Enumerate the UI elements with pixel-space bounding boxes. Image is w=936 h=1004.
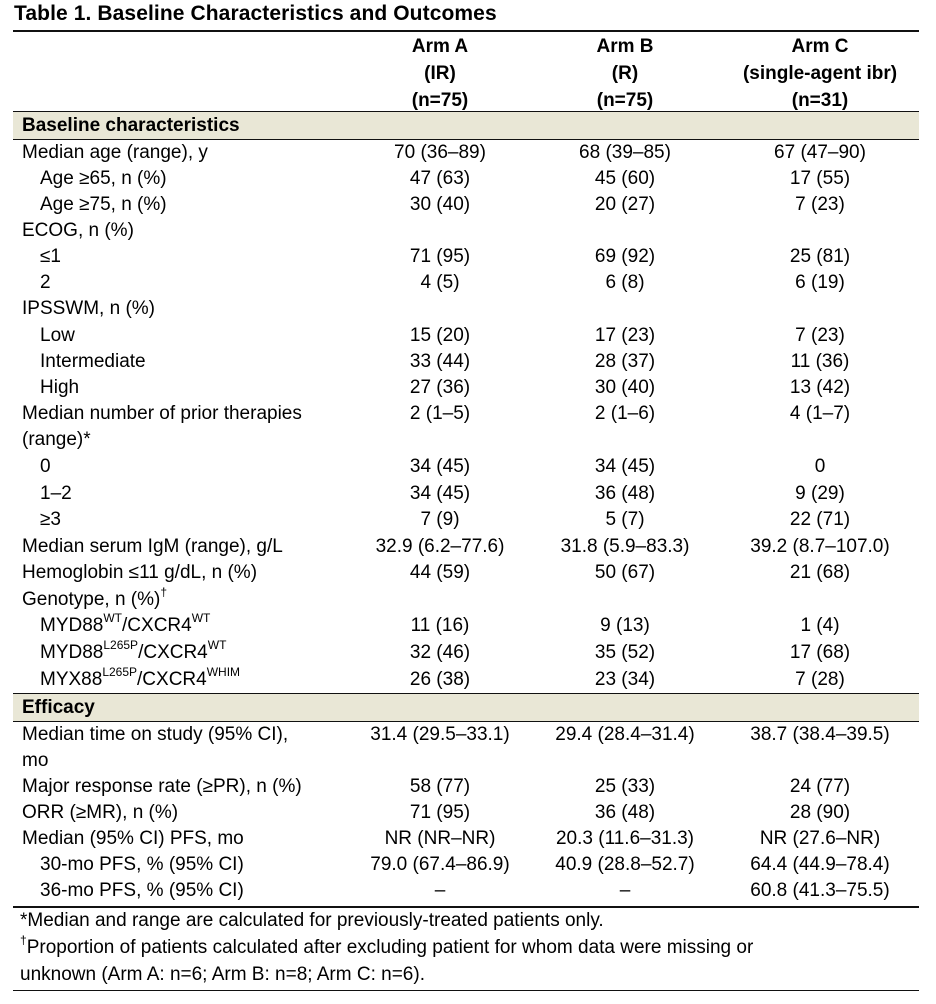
cell-arm-b: 31.8 (5.9–83.3) xyxy=(560,536,690,557)
row-label: Median time on study (95% CI), xyxy=(22,724,289,745)
row-label-continued: mo xyxy=(22,750,49,771)
cell-arm-b: 35 (52) xyxy=(594,642,656,663)
cell-arm-a: 15 (20) xyxy=(409,325,471,346)
cell-arm-b: 9 (13) xyxy=(600,615,650,636)
arm-b-regimen: (R) xyxy=(611,63,639,84)
cell-arm-a: 58 (77) xyxy=(409,776,471,797)
cell-arm-c: 7 (28) xyxy=(795,669,845,690)
cell-arm-a: 33 (44) xyxy=(409,351,471,372)
gene-name: /CXCR4 xyxy=(122,615,192,636)
cell-arm-c: 28 (90) xyxy=(789,802,851,823)
cell-arm-b: 50 (67) xyxy=(594,562,656,583)
gene-variant: WT xyxy=(191,610,211,625)
cell-arm-c: NR (27.6–NR) xyxy=(759,828,881,849)
cell-arm-b: 36 (48) xyxy=(594,483,656,504)
cell-arm-b: 30 (40) xyxy=(594,377,656,398)
cell-arm-c: 17 (68) xyxy=(789,642,851,663)
gene-name: MYX88 xyxy=(40,669,103,690)
cell-arm-b: 6 (8) xyxy=(605,272,645,293)
cell-arm-a: – xyxy=(434,880,446,901)
column-header-arm-b xyxy=(530,33,720,114)
dagger-mark: † xyxy=(160,584,168,599)
top-rule xyxy=(13,30,919,32)
cell-arm-c: 9 (29) xyxy=(795,483,845,504)
row-label: Age ≥65, n (%) xyxy=(40,168,167,189)
footnote-proportion xyxy=(20,934,753,961)
gene-name: MYD88 xyxy=(40,615,104,636)
row-label xyxy=(40,637,227,666)
cell-arm-c: 17 (55) xyxy=(789,168,851,189)
arm-a-regimen: (IR) xyxy=(424,63,456,84)
row-label: 1–2 xyxy=(40,483,72,504)
gene-name: MYD88 xyxy=(40,642,104,663)
cell-arm-b: 25 (33) xyxy=(594,776,656,797)
gene-variant: L265P xyxy=(102,664,138,679)
cell-arm-c: 38.7 (38.4–39.5) xyxy=(750,724,890,745)
row-label: High xyxy=(40,377,80,398)
cell-arm-c: 25 (81) xyxy=(789,246,851,267)
cell-arm-a: 71 (95) xyxy=(409,802,471,823)
cell-arm-c: 11 (36) xyxy=(790,351,850,372)
cell-arm-c: 67 (47–90) xyxy=(774,142,866,163)
row-label: Median (95% CI) PFS, mo xyxy=(22,828,244,849)
cell-arm-c: 21 (68) xyxy=(789,562,851,583)
row-label: Median number of prior therapies xyxy=(22,403,302,424)
arm-a-name: Arm A xyxy=(411,36,469,57)
cell-arm-a: 47 (63) xyxy=(409,168,471,189)
row-label: Median age (range), y xyxy=(22,142,208,163)
cell-arm-b: 5 (7) xyxy=(605,509,645,530)
cell-arm-b: 23 (34) xyxy=(594,669,656,690)
table-title: Table 1. Baseline Characteristics and Outcomes xyxy=(14,2,497,25)
gene-name: /CXCR4 xyxy=(137,669,207,690)
row-label-continued: (range)* xyxy=(22,429,91,450)
row-label xyxy=(40,610,211,639)
gene-variant: L265P xyxy=(103,637,139,652)
footer-rule xyxy=(13,990,919,991)
cell-arm-c: 7 (23) xyxy=(795,325,845,346)
cell-arm-a: 79.0 (67.4–86.9) xyxy=(370,854,510,875)
cell-arm-a: 4 (5) xyxy=(420,272,460,293)
footnote-median-range: *Median and range are calculated for previously-treated patients only. xyxy=(20,910,604,931)
cell-arm-a: 70 (36–89) xyxy=(394,142,486,163)
gene-variant: WHIM xyxy=(206,664,241,679)
row-label: IPSSWM, n (%) xyxy=(22,298,156,319)
row-label: ≤1 xyxy=(40,246,61,267)
cell-arm-a: 71 (95) xyxy=(409,246,471,267)
row-label: 36-mo PFS, % (95% CI) xyxy=(40,880,244,901)
arm-a-n: (n=75) xyxy=(411,90,469,111)
cell-arm-b: 40.9 (28.8–52.7) xyxy=(555,854,695,875)
row-label: Major response rate (≥PR), n (%) xyxy=(22,776,302,797)
section-label-baseline: Baseline characteristics xyxy=(22,115,240,136)
cell-arm-b: 20.3 (11.6–31.3) xyxy=(555,828,695,849)
cell-arm-b: 45 (60) xyxy=(594,168,656,189)
cell-arm-b: 17 (23) xyxy=(594,325,656,346)
cell-arm-c: 22 (71) xyxy=(789,509,851,530)
cell-arm-a: 32 (46) xyxy=(409,642,471,663)
cell-arm-a: 32.9 (6.2–77.6) xyxy=(375,536,505,557)
footnote-proportion-continued: unknown (Arm A: n=6; Arm B: n=8; Arm C: n=6). xyxy=(20,964,425,985)
cell-arm-a: 31.4 (29.5–33.1) xyxy=(370,724,510,745)
column-header-arm-a xyxy=(345,33,535,114)
row-label xyxy=(22,584,168,613)
gene-name: /CXCR4 xyxy=(138,642,208,663)
cell-arm-b: 36 (48) xyxy=(594,802,656,823)
row-label-text: Genotype, n (%) xyxy=(22,589,161,610)
row-label xyxy=(40,664,241,693)
row-label: 0 xyxy=(40,456,51,477)
cell-arm-c: 0 xyxy=(814,456,826,477)
section-label-efficacy: Efficacy xyxy=(22,697,95,718)
cell-arm-b: 29.4 (28.4–31.4) xyxy=(555,724,695,745)
row-label: Age ≥75, n (%) xyxy=(40,194,167,215)
dagger-mark: † xyxy=(20,932,27,947)
arm-c-name: Arm C xyxy=(791,36,849,57)
cell-arm-a: 11 (16) xyxy=(410,615,470,636)
row-label: Hemoglobin ≤11 g/dL, n (%) xyxy=(22,562,258,583)
row-label: Median serum IgM (range), g/L xyxy=(22,536,283,557)
gene-variant: WT xyxy=(103,610,123,625)
cell-arm-c: 6 (19) xyxy=(795,272,845,293)
arm-c-regimen: (single-agent ibr) xyxy=(742,63,898,84)
cell-arm-a: 27 (36) xyxy=(409,377,471,398)
row-label: 30-mo PFS, % (95% CI) xyxy=(40,854,244,875)
cell-arm-b: 69 (92) xyxy=(594,246,656,267)
arm-b-n: (n=75) xyxy=(596,90,654,111)
gene-variant: WT xyxy=(207,637,227,652)
cell-arm-c: 13 (42) xyxy=(789,377,851,398)
arm-b-name: Arm B xyxy=(596,36,654,57)
row-label: ECOG, n (%) xyxy=(22,220,134,241)
footnote-text: Proportion of patients calculated after excluding patient for whom data were missing or xyxy=(26,937,754,958)
cell-arm-a: NR (NR–NR) xyxy=(384,828,496,849)
row-label: ORR (≥MR), n (%) xyxy=(22,802,179,823)
cell-arm-a: 7 (9) xyxy=(420,509,460,530)
cell-arm-b: 68 (39–85) xyxy=(579,142,671,163)
cell-arm-b: – xyxy=(619,880,631,901)
cell-arm-b: 28 (37) xyxy=(594,351,656,372)
arm-c-n: (n=31) xyxy=(791,90,849,111)
row-label: Low xyxy=(40,325,75,346)
cell-arm-a: 34 (45) xyxy=(409,483,471,504)
row-label: ≥3 xyxy=(40,509,61,530)
cell-arm-b: 2 (1–6) xyxy=(594,403,656,424)
column-header-arm-c xyxy=(720,33,920,114)
cell-arm-c: 39.2 (8.7–107.0) xyxy=(750,536,890,557)
cell-arm-a: 30 (40) xyxy=(409,194,471,215)
cell-arm-a: 34 (45) xyxy=(409,456,471,477)
section-band-efficacy xyxy=(13,694,919,721)
cell-arm-a: 44 (59) xyxy=(409,562,471,583)
row-label: 2 xyxy=(40,272,51,293)
cell-arm-b: 20 (27) xyxy=(594,194,656,215)
cell-arm-a: 2 (1–5) xyxy=(409,403,471,424)
cell-arm-c: 7 (23) xyxy=(795,194,845,215)
cell-arm-c: 1 (4) xyxy=(800,615,840,636)
cell-arm-c: 64.4 (44.9–78.4) xyxy=(750,854,890,875)
row-label: Intermediate xyxy=(40,351,146,372)
cell-arm-b: 34 (45) xyxy=(594,456,656,477)
cell-arm-c: 24 (77) xyxy=(789,776,851,797)
cell-arm-c: 4 (1–7) xyxy=(789,403,851,424)
cell-arm-a: 26 (38) xyxy=(409,669,471,690)
cell-arm-c: 60.8 (41.3–75.5) xyxy=(750,880,890,901)
